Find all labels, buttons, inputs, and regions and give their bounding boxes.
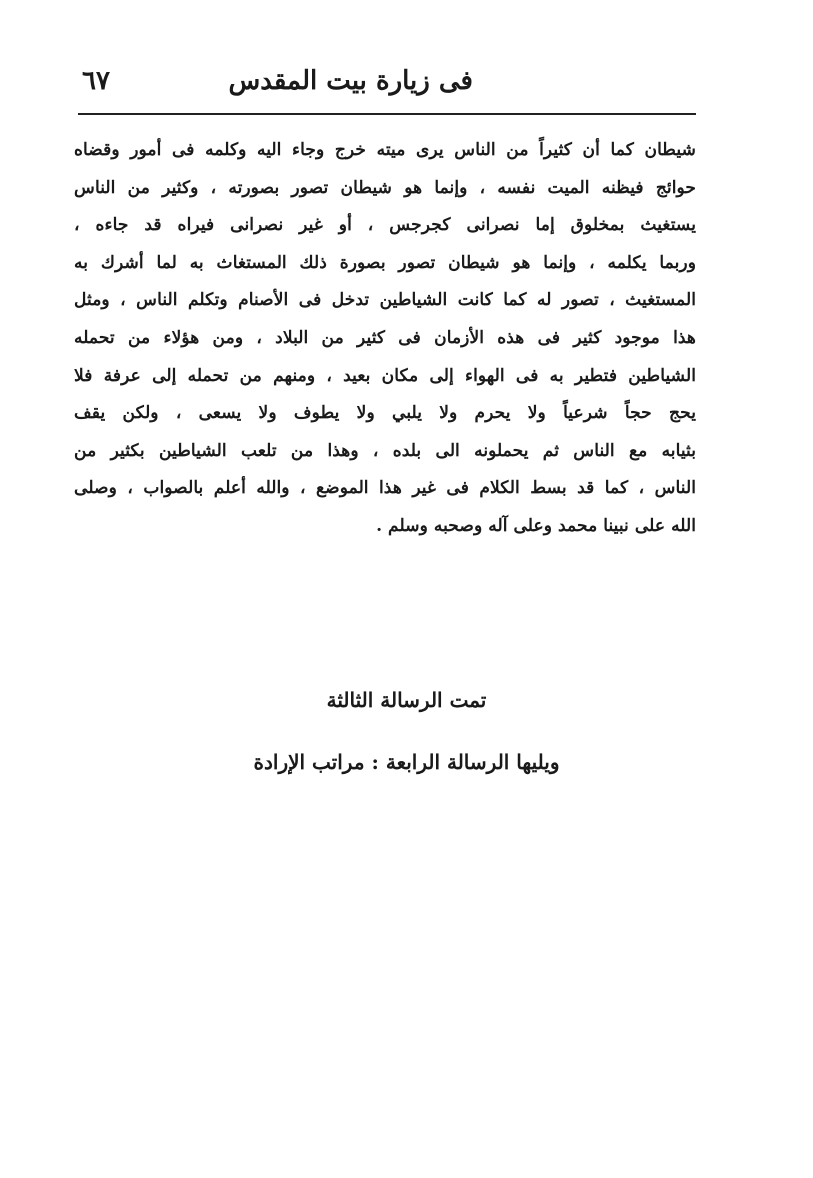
text-line: هذا موجود كثير فى هذه الأزمان فى كثير من البلاد ، ومن هؤلاء من تحمله — [74, 327, 696, 348]
text-line: بثيابه مع الناس ثم يحملونه الى بلده ، وهذا من تلعب الشياطين بكثير من — [74, 440, 696, 461]
next-treatise-note: ويليها الرسالة الرابعة : مراتب الإرادة — [253, 750, 560, 774]
text-line: الناس ، كما قد بسط الكلام فى غير هذا الموضع ، والله أعلم بالصواب ، وصلى — [74, 478, 696, 499]
page-number: ٦٧ — [82, 66, 110, 96]
body-paragraph — [74, 132, 696, 546]
text-line: شيطان كما أن كثيراً من الناس يرى ميته خرج وجاء اليه وكلمه فى أمور وقضاه — [74, 140, 696, 160]
text-line: الله على نبينا محمد وعلى آله وصحبه وسلم . — [376, 515, 696, 536]
text-line: حوائج فيظنه الميت نفسه ، وإنما هو شيطان تصور بصورته ، وكثير من الناس — [74, 177, 696, 198]
end-of-treatise-note: تمت الرسالة الثالثة — [326, 688, 487, 712]
running-title: فى زيارة بيت المقدس — [228, 66, 473, 96]
text-line: الشياطين فتطير به فى الهواء إلى مكان بعيد ، ومنهم من تحمله إلى عرفة فلا — [74, 365, 696, 386]
text-line: يستغيث بمخلوق إما نصرانى كجرجس ، أو غير نصرانى فيراه قد جاءه ، — [74, 215, 696, 236]
header-rule — [78, 113, 696, 115]
text-line: وربما يكلمه ، وإنما هو شيطان تصور بصورة ذلك المستغاث به لما أشرك به — [74, 252, 696, 273]
page-header — [78, 60, 698, 116]
text-line: يحج حجاً شرعياً ولا يحرم ولا يلبي ولا يطوف ولا يسعى ، ولكن يقف — [74, 403, 696, 424]
text-line: المستغيث ، تصور له كما كانت الشياطين تدخل فى الأصنام وتكلم الناس ، ومثل — [74, 290, 696, 311]
